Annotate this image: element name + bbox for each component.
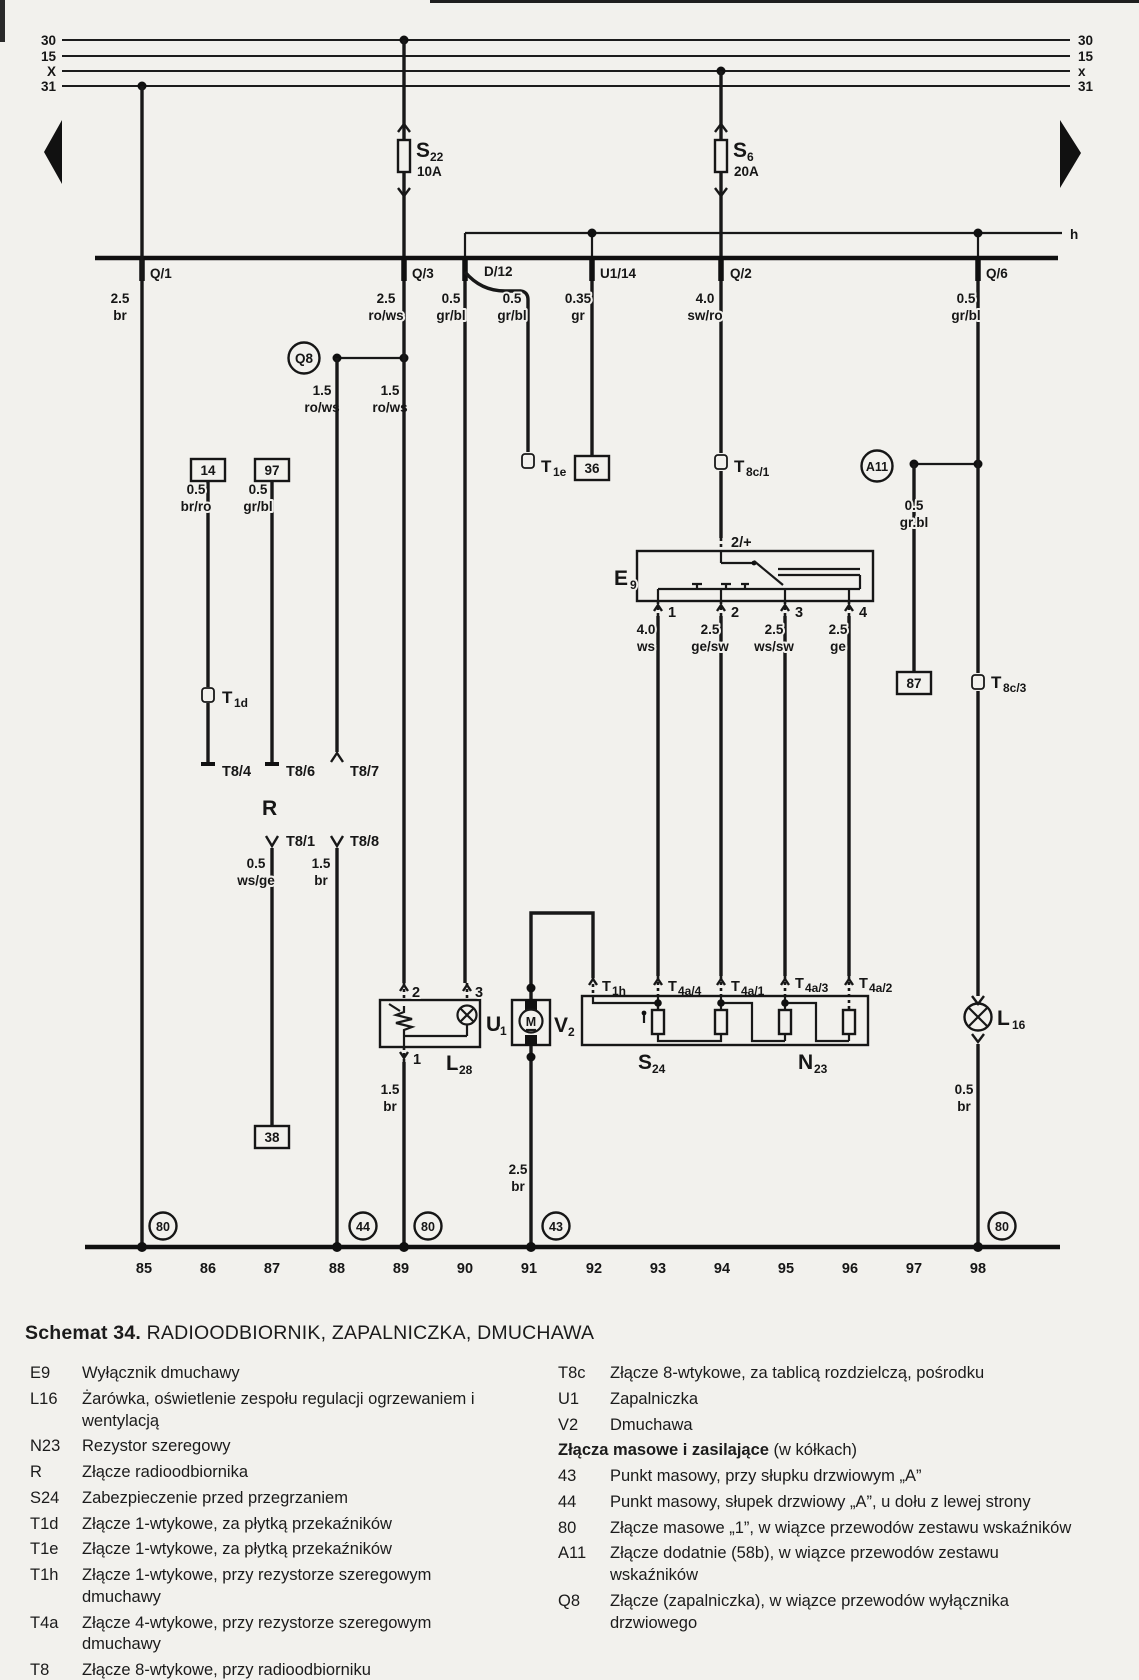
e9-terminal-4: 4 xyxy=(859,605,868,621)
fuse-s6-sub: 6 xyxy=(747,150,754,164)
rail-label-q3: Q/3 xyxy=(412,266,434,281)
ground-44-track88: 44 xyxy=(356,1220,370,1234)
legend-item xyxy=(558,1492,1103,1514)
comp-s24-sub: 24 xyxy=(652,1062,666,1076)
legend-text: Żarówka, oświetlenie zespołu regulacji ogrzewaniem i wentylacją xyxy=(82,1389,475,1430)
comp-n23-label: N xyxy=(798,1051,814,1074)
bus-label-31-left: 31 xyxy=(40,79,56,94)
comp-l16-label: L xyxy=(997,1007,1010,1030)
conn-t1e-sub: 1e xyxy=(553,465,567,479)
legend-text: Punkt masowy, przy słupku drzwiowym „A” xyxy=(610,1467,922,1486)
legend-key: T8c xyxy=(558,1364,586,1382)
bus-label-31-right: 31 xyxy=(1078,79,1094,94)
rail-label-q1: Q/1 xyxy=(150,266,172,281)
wire-14-gauge: 0.5 xyxy=(186,482,206,497)
legend-key: 80 xyxy=(558,1518,577,1537)
wire-e1-gauge: 4.0 xyxy=(636,622,656,637)
s24-n23-resistor-pack xyxy=(582,996,868,1045)
track-92: 92 xyxy=(585,1261,603,1277)
ground-80-track85: 80 xyxy=(156,1220,170,1234)
legend-item xyxy=(30,1613,530,1657)
conn-t8c3-label: T xyxy=(991,673,1002,692)
conn-t4a4-label: T xyxy=(668,979,677,995)
track-89: 89 xyxy=(392,1261,410,1277)
conn-t4a1-label: T xyxy=(731,979,740,995)
wire-d12a-color: gr/bl xyxy=(436,308,466,323)
conn-t8c1-label: T xyxy=(734,457,745,476)
legend-item xyxy=(558,1415,1103,1437)
bus-label-15-left: 15 xyxy=(40,49,56,64)
comp-u1-sub: 1 xyxy=(500,1024,507,1038)
wire-e4-color: ge xyxy=(830,639,846,654)
v2-motor-m: M xyxy=(525,1015,537,1029)
legend-key: E9 xyxy=(30,1364,51,1382)
box-36-label: 36 xyxy=(584,461,600,476)
e9-output-wires xyxy=(654,616,853,1010)
legend-item xyxy=(30,1488,530,1510)
comp-l16-sub: 16 xyxy=(1012,1018,1026,1032)
legend-item xyxy=(30,1389,530,1433)
legend-item xyxy=(30,1462,530,1484)
wire-v2g-gauge: 2.5 xyxy=(508,1162,528,1177)
q8-label: Q8 xyxy=(294,351,314,366)
track-85: 85 xyxy=(135,1261,153,1277)
wire-t88-gauge: 1.5 xyxy=(311,856,331,871)
fuse-s22-sub: 22 xyxy=(430,150,444,164)
e9-terminal-3: 3 xyxy=(795,605,804,621)
legend-item xyxy=(30,1363,530,1385)
conn-t4a2-label: T xyxy=(859,976,868,992)
wire-e1-color: ws xyxy=(636,639,656,654)
fuse-s22 xyxy=(398,40,410,258)
legend-key: S24 xyxy=(30,1488,60,1507)
wire-d12b-gauge: 0.5 xyxy=(502,291,522,306)
e9-terminal-1: 1 xyxy=(668,605,677,621)
u1-terminal-3: 3 xyxy=(475,985,484,1001)
legend-item xyxy=(30,1514,530,1536)
bus-label-30-left: 30 xyxy=(40,33,56,48)
box-87-label: 87 xyxy=(906,676,922,691)
track-98: 98 xyxy=(969,1261,987,1277)
legend-key: 44 xyxy=(558,1492,577,1511)
box-97-label: 97 xyxy=(264,463,280,478)
legend-right-column xyxy=(558,1363,1103,1638)
track-87: 87 xyxy=(263,1261,281,1277)
legend-key: N23 xyxy=(30,1437,61,1456)
legend-item xyxy=(30,1436,530,1458)
wire-q6-gauge: 0.5 xyxy=(956,291,976,306)
wire-v2g-color: br xyxy=(511,1179,525,1194)
ground-circles xyxy=(150,1213,1016,1240)
comp-u1-label: U xyxy=(486,1013,502,1036)
wire-u1g-gauge: 1.5 xyxy=(380,1082,400,1097)
fuse-s22-label: S xyxy=(416,139,431,162)
legend-text: Złącze 1-wtykowe, przy rezystorze szeregowym dmuchawy xyxy=(82,1566,432,1606)
conn-t84-label: T8/4 xyxy=(222,764,252,780)
legend-key: R xyxy=(30,1463,42,1482)
legend-key: L16 xyxy=(30,1389,58,1408)
legend-item xyxy=(558,1466,1103,1488)
wire-t88-color: br xyxy=(314,873,328,888)
fuse-s6 xyxy=(715,71,727,258)
legend-heading-bold: Złącza masowe i zasilające xyxy=(558,1441,769,1460)
prev-page-arrow-icon xyxy=(44,120,62,184)
conn-t4a3-label: T xyxy=(795,976,804,992)
u1-terminal-2: 2 xyxy=(412,985,421,1001)
legend-item xyxy=(558,1543,1103,1587)
legend-key: U1 xyxy=(558,1389,580,1408)
conn-t8c1-sub: 8c/1 xyxy=(746,465,770,479)
u1-terminal-1: 1 xyxy=(413,1052,422,1068)
schematic-title-number: Schemat 34. xyxy=(25,1322,142,1344)
conn-t1e-label: T xyxy=(541,457,552,476)
ground-80-track98: 80 xyxy=(995,1220,1009,1234)
fuse-s6-label: S xyxy=(733,139,748,162)
wire-u1g-color: br xyxy=(383,1099,397,1114)
wire-u114-gauge: 0.35 xyxy=(564,291,592,306)
legend-text: Złącze 1-wtykowe, za płytką przekaźników xyxy=(82,1540,392,1559)
wire-q1-gauge: 2.5 xyxy=(110,291,130,306)
comp-l28-label: L xyxy=(446,1052,459,1075)
scan-edge-left xyxy=(0,0,5,42)
bus-label-x-right: x xyxy=(1078,64,1086,79)
wire-a11-gauge: 0.5 xyxy=(904,498,924,513)
comp-s24-label: S xyxy=(638,1051,653,1074)
scan-edge xyxy=(430,0,1139,3)
legend-text: Wyłącznik dmuchawy xyxy=(82,1364,240,1382)
rail-label-q2: Q/2 xyxy=(730,266,752,281)
legend-text: Złącze 4-wtykowe, przy rezystorze szeregowym dmuchawy xyxy=(82,1613,432,1654)
conn-t87-label: T8/7 xyxy=(350,764,380,780)
wire-97-color: gr/bl xyxy=(243,499,273,514)
rail-label-d12: D/12 xyxy=(484,264,513,279)
conn-t8c3-sub: 8c/3 xyxy=(1003,681,1027,695)
track-96: 96 xyxy=(841,1261,859,1277)
next-page-arrow-icon xyxy=(1060,120,1081,188)
h-line-label: h xyxy=(1070,227,1079,242)
conn-t1d-label: T xyxy=(222,688,233,707)
conn-t86-label: T8/6 xyxy=(286,764,316,780)
legend-text: Złącze radioodbiornika xyxy=(82,1463,249,1482)
bus-label-30-right: 30 xyxy=(1078,33,1094,48)
branch-d12 xyxy=(465,272,534,983)
comp-v2-sub: 2 xyxy=(568,1025,575,1039)
wire-q8b-gauge: 1.5 xyxy=(380,383,400,398)
legend-section-heading xyxy=(558,1440,1103,1462)
conn-t4a2-sub: 4a/2 xyxy=(869,981,893,995)
wire-q1-color: br xyxy=(113,308,127,323)
schematic-title xyxy=(25,1322,1139,1345)
legend-key: Q8 xyxy=(558,1591,581,1610)
legend-text: Dmuchawa xyxy=(610,1415,693,1434)
a11-branch xyxy=(862,451,983,695)
h-line xyxy=(465,229,1062,261)
fuse-s22-amps: 10A xyxy=(417,164,442,179)
v2-blower-motor xyxy=(512,913,597,1245)
rail-ticks xyxy=(142,260,978,281)
comp-e9-sub: 9 xyxy=(630,578,637,592)
legend-key: T4a xyxy=(30,1613,59,1632)
track-91: 91 xyxy=(520,1261,538,1277)
legend-item xyxy=(30,1565,530,1609)
wire-q6-color: gr/bl xyxy=(951,308,981,323)
ground-43-track91: 43 xyxy=(549,1220,563,1234)
conn-t88-label: T8/8 xyxy=(350,834,380,850)
track-93: 93 xyxy=(649,1261,667,1277)
comp-e9-label: E xyxy=(613,567,628,590)
wire-a11-color: gr.bl xyxy=(899,515,929,530)
fuse-s6-amps: 20A xyxy=(734,164,759,179)
legend-key: V2 xyxy=(558,1415,579,1434)
bus-label-x-left: X xyxy=(46,64,56,79)
legend-key: T1e xyxy=(30,1540,59,1559)
wire-t81-color: ws/ge xyxy=(237,873,275,888)
legend-item xyxy=(558,1591,1103,1635)
wire-e4-gauge: 2.5 xyxy=(828,622,848,637)
legend-item xyxy=(558,1363,1103,1385)
track-94: 94 xyxy=(713,1261,731,1277)
wire-u114-color: gr xyxy=(571,308,585,323)
track-95: 95 xyxy=(777,1261,795,1277)
track-86: 86 xyxy=(199,1261,217,1277)
wire-l16g-gauge: 0.5 xyxy=(954,1082,974,1097)
conn-t81-label: T8/1 xyxy=(286,834,316,850)
bus-label-15-right: 15 xyxy=(1078,49,1094,64)
legend-key: T1d xyxy=(30,1514,59,1533)
wire-l16g-color: br xyxy=(957,1099,971,1114)
legend-text: Punkt masowy, słupek drzwiowy „A”, u dołu z lewej strony xyxy=(610,1492,1031,1511)
legend-text: Złącze 1-wtykowe, za płytką przekaźników xyxy=(82,1514,392,1533)
wire-q8a-color: ro/ws xyxy=(304,400,340,415)
legend-item xyxy=(558,1389,1103,1411)
box-14-label: 14 xyxy=(200,463,216,478)
legend-key: T1h xyxy=(30,1566,59,1585)
branch-t87-t88 xyxy=(331,358,343,1245)
conn-t1h-label: T xyxy=(602,979,611,995)
wire-q8b-color: ro/ws xyxy=(372,400,408,415)
wire-e3-gauge: 2.5 xyxy=(764,622,784,637)
legend-item xyxy=(558,1518,1103,1540)
wire-q3-color: ro/ws xyxy=(368,308,404,323)
e9-terminal-top-label: 2/+ xyxy=(731,535,752,551)
legend-text: Złącze 8-wtykowe, przy radioodbiorniku xyxy=(82,1661,371,1680)
track-90: 90 xyxy=(456,1261,474,1277)
e9-terminal-2: 2 xyxy=(731,605,740,621)
ground-rail xyxy=(85,1242,1060,1252)
legend-text: Złącze 8-wtykowe, za tablicą rozdzielczą, pośrodku xyxy=(610,1364,985,1382)
legend-left-column xyxy=(30,1363,530,1680)
legend-text: Złącze (zapalniczka), w wiązce przewodów wyłącznika drzwiowego xyxy=(610,1591,1009,1632)
bus-bars xyxy=(62,36,1070,91)
caption-block xyxy=(0,1292,1139,1680)
wire-14-color: br/ro xyxy=(180,499,212,514)
schematic-title-text: RADIOODBIORNIK, ZAPALNICZKA, DMUCHAWA xyxy=(141,1322,595,1344)
wire-d12b-color: gr/bl xyxy=(497,308,527,323)
track-97: 97 xyxy=(905,1261,923,1277)
wire-d12a-gauge: 0.5 xyxy=(441,291,461,306)
wire-e3-color: ws/sw xyxy=(754,639,794,654)
legend-key: 43 xyxy=(558,1467,577,1486)
ground-80-track89: 80 xyxy=(421,1220,435,1234)
wire-q2-color: sw/ro xyxy=(687,308,723,323)
comp-v2-label: V xyxy=(554,1014,569,1037)
conn-t4a4-sub: 4a/4 xyxy=(678,984,702,998)
comp-l28-sub: 28 xyxy=(459,1063,473,1077)
rail-label-q6: Q/6 xyxy=(986,266,1008,281)
rail-label-u114: U1/14 xyxy=(600,266,637,281)
conn-t1d-sub: 1d xyxy=(234,696,249,710)
legend-text: Zapalniczka xyxy=(610,1389,699,1408)
legend-text: Zabezpieczenie przed przegrzaniem xyxy=(82,1488,348,1507)
legend-text: Złącze masowe „1”, w wiązce przewodów zestawu wskaźników xyxy=(610,1518,1072,1537)
legend-key: A11 xyxy=(558,1544,587,1563)
conn-t4a1-sub: 4a/1 xyxy=(741,984,765,998)
comp-r-label: R xyxy=(262,797,278,820)
track-88: 88 xyxy=(328,1261,346,1277)
legend-item xyxy=(30,1539,530,1561)
legend-item xyxy=(30,1660,530,1680)
legend-text: Złącze dodatnie (58b), w wiązce przewodów zestawu wskaźników xyxy=(610,1544,999,1585)
conn-t4a3-sub: 4a/3 xyxy=(805,981,829,995)
comp-n23-sub: 23 xyxy=(814,1062,828,1076)
wire-t81-gauge: 0.5 xyxy=(246,856,266,871)
wire-q8a-gauge: 1.5 xyxy=(312,383,332,398)
wire-97-gauge: 0.5 xyxy=(248,482,268,497)
wire-q3-gauge: 2.5 xyxy=(376,291,396,306)
conn-t1h-sub: 1h xyxy=(612,984,627,998)
wire-e2-gauge: 2.5 xyxy=(700,622,720,637)
u1-cigarette-lighter xyxy=(380,983,480,1245)
wire-e2-color: ge/sw xyxy=(691,639,729,654)
box-38-label: 38 xyxy=(264,1130,280,1145)
wire-q2-gauge: 4.0 xyxy=(695,291,715,306)
legend-heading-rest: (w kółkach) xyxy=(768,1441,857,1460)
legend-key: T8 xyxy=(30,1661,50,1680)
legend-text: Rezystor szeregowy xyxy=(82,1437,231,1456)
a11-label: A11 xyxy=(865,460,889,474)
